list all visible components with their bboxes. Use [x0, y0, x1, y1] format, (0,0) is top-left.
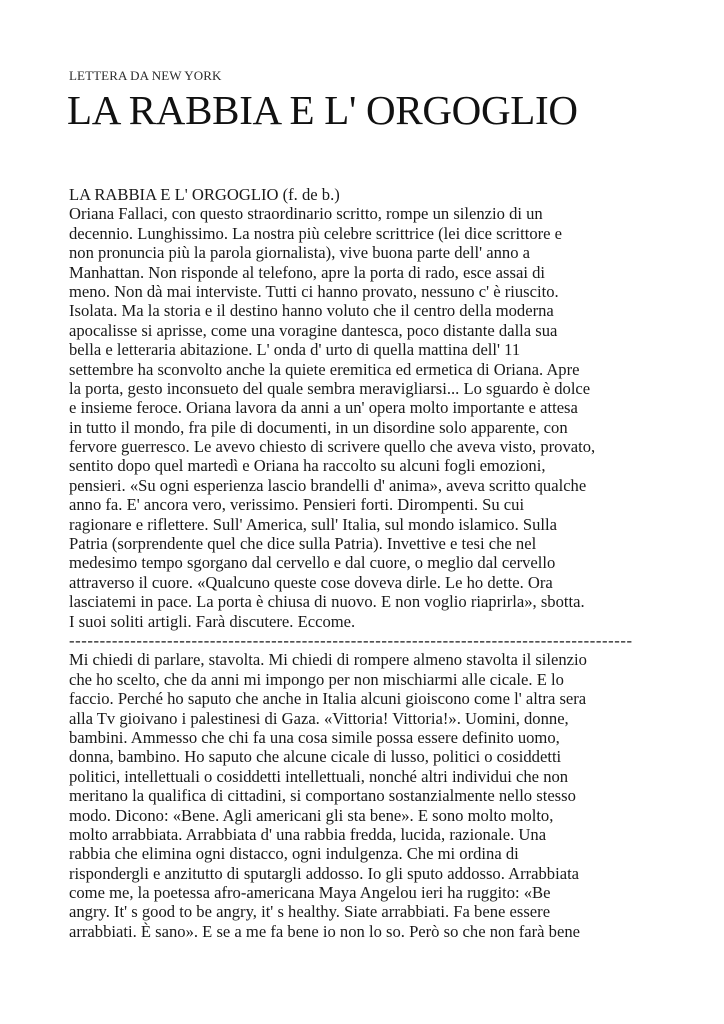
intro-line: la porta, gesto inconsueto del quale sembra meravigliarsi... Lo sguardo è dolce [69, 378, 591, 398]
intro-line: ragionare e riflettere. Sull' America, sull' Italia, sul mondo islamico. Sulla [69, 514, 557, 534]
intro-line: apocalisse si aprisse, come una voragine dantesca, poco distante dalla sua [69, 320, 558, 340]
letter-line: rispondergli e anzitutto di sputargli addosso. Io gli sputo addosso. Arrabbiata [69, 863, 580, 883]
intro-line: meno. Non dà mai interviste. Tutti ci hanno provato, nessuno c' è riuscito. [69, 281, 559, 301]
letter-line: che ho scelto, che da anni mi impongo per non mischiarmi alle cicale. E lo [69, 669, 564, 689]
intro-line: in tutto il mondo, fra pile di documenti, in un disordine solo apparente, con [69, 417, 568, 437]
intro-line: settembre ha sconvolto anche la quiete eremitica ed ermetica di Oriana. Apre [69, 359, 580, 379]
intro-line: pensieri. «Su ogni esperienza lascio brandelli d' anima», aveva scritto qualche [69, 475, 587, 495]
section-kicker: LETTERA DA NEW YORK [69, 68, 222, 83]
intro-paragraph [69, 185, 669, 631]
letter-line: rabbia che elimina ogni distacco, ogni indulgenza. Che mi ordina di [69, 844, 519, 864]
intro-line: Manhattan. Non risponde al telefono, apre la porta di rado, esce assai di [69, 262, 545, 282]
separator-line: -------------------------------------------------------------------------------------------- [69, 630, 633, 650]
letter-line: molto arrabbiata. Arrabbiata d' una rabbia fredda, lucida, razionale. Una [69, 824, 547, 844]
intro-line: I suoi soliti artigli. Farà discutere. Eccome. [69, 611, 356, 631]
letter-line: politici, intellettuali o cosiddetti intellettuali, nonché altri individui che non [69, 766, 569, 786]
page-title: LA RABBIA E L' ORGOGLIO [67, 87, 578, 133]
letter-paragraph [69, 650, 669, 941]
intro-line: anno fa. E' ancora vero, verissimo. Pensieri forti. Dirompenti. Su cui [69, 495, 525, 515]
intro-line: Patria (sorprendente quel che dice sulla Patria). Invettive e tesi che nel [69, 534, 537, 554]
intro-line: sentito dopo quel martedì e Oriana ha raccolto su alcuni fogli emozioni, [69, 456, 546, 476]
letter-line: bambini. Ammesso che chi fa una cosa simile possa essere definito uomo, [69, 727, 560, 747]
intro-line: e insieme feroce. Oriana lavora da anni a un' opera molto importante e attesa [69, 398, 578, 418]
intro-line: attraverso il cuore. «Qualcuno queste cose doveva dirle. Le ho dette. Ora [69, 572, 553, 592]
intro-line: bella e letteraria abitazione. L' onda d' urto di quella mattina dell' 11 [69, 340, 521, 360]
article-body [69, 185, 669, 941]
letter-line: Mi chiedi di parlare, stavolta. Mi chiedi di rompere almeno stavolta il silenzio [69, 650, 587, 670]
intro-line: non pronuncia più la parola giornalista), vive buona parte dell' anno a [69, 243, 531, 263]
intro-line: decennio. Lunghissimo. La nostra più celebre scrittrice (lei dice scrittore e [69, 223, 563, 243]
letter-line: angry. It' s good to be angry, it' s healthy. Siate arrabbiati. Fa bene essere [69, 902, 551, 922]
intro-line: fervore guerresco. Le avevo chiesto di scrivere quello che aveva visto, provato, [69, 437, 596, 457]
letter-line: arrabbiati. È sano». E se a me fa bene io non lo so. Però so che non farà bene [69, 921, 581, 941]
letter-line: come me, la poetessa afro-americana Maya Angelou ieri ha ruggito: «Be [69, 883, 551, 903]
letter-line: modo. Dicono: «Bene. Agli americani gli sta bene». E sono molto molto, [69, 805, 554, 825]
intro-line: Isolata. Ma la storia e il destino hanno voluto che il centro della moderna [69, 301, 554, 321]
letter-line: alla Tv gioivano i palestinesi di Gaza. «Vittoria! Vittoria!». Uomini, donne, [69, 708, 569, 728]
intro-line: medesimo tempo sgorgano dal cervello e dal cuore, o meglio dal cervello [69, 553, 556, 573]
letter-line: meritano la qualifica di cittadini, si comportano sostanzialmente nello stesso [69, 786, 576, 806]
intro-line: LA RABBIA E L' ORGOGLIO (f. de b.) [69, 185, 340, 204]
letter-line: donna, bambino. Ho saputo che alcune cicale di lusso, politici o cosiddetti [69, 747, 562, 767]
intro-line: Oriana Fallaci, con questo straordinario scritto, rompe un silenzio di un [69, 204, 543, 224]
letter-line: faccio. Perché ho saputo che anche in Italia alcuni gioiscono come l' altra sera [69, 689, 587, 709]
intro-line: lasciatemi in pace. La porta è chiusa di nuovo. E non voglio riaprirla», sbotta. [69, 592, 585, 612]
